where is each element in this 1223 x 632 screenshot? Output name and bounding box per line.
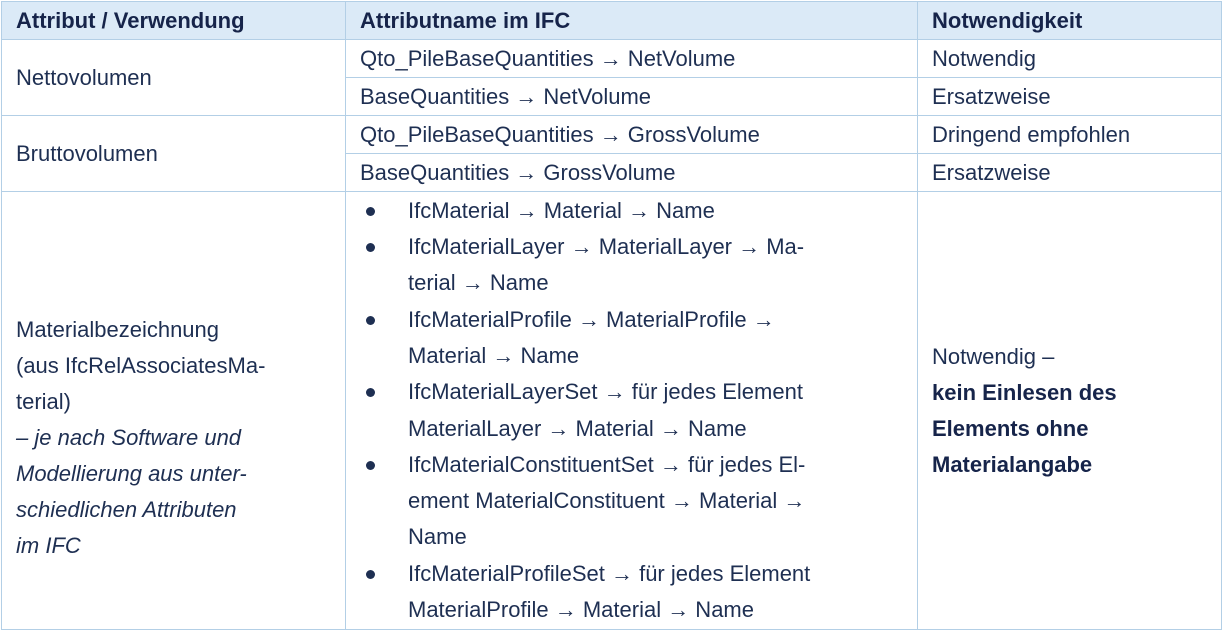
material-attr-cell: [346, 192, 918, 630]
row-label-nettovolumen: Nettovolumen: [2, 40, 346, 116]
material-note-line: im IFC: [16, 532, 81, 558]
attr-cell: Qto_PileBaseQuantities → GrossVolume: [346, 116, 918, 154]
material-need-cell: [918, 192, 1222, 630]
attr-cell: BaseQuantities → GrossVolume: [346, 154, 918, 192]
need-text-bold: Elements ohne: [932, 415, 1089, 441]
need-cell: Dringend empfohlen: [918, 116, 1222, 154]
list-item: [360, 229, 903, 302]
list-item: [360, 193, 903, 229]
need-text: Notwendig –: [932, 343, 1055, 369]
table-header-row: [2, 2, 1222, 40]
material-attr-list: [360, 193, 903, 629]
list-item-text: IfcMaterial → Material → Name: [408, 197, 715, 223]
list-item: [360, 556, 903, 629]
list-item: [360, 302, 903, 375]
table-row-material: [2, 192, 1222, 630]
list-item-text: ement MaterialConstituent → Material →: [408, 488, 806, 514]
bullet-icon: [366, 570, 375, 579]
material-note-line: – je nach Software und: [16, 424, 242, 450]
table-row: [2, 40, 1222, 78]
material-label-line: terial): [16, 388, 72, 414]
list-item-text: MaterialLayer → Material → Name: [408, 415, 747, 441]
header-attributname-ifc: Attributname im IFC: [346, 2, 918, 40]
list-item: [360, 374, 903, 447]
list-item: [360, 447, 903, 556]
header-notwendigkeit: Notwendigkeit: [918, 2, 1222, 40]
material-label-line: Materialbezeichnung: [16, 316, 220, 342]
need-text-bold: Materialangabe: [932, 451, 1093, 477]
material-label-line: (aus IfcRelAssociatesMa-: [16, 352, 266, 378]
bullet-icon: [366, 388, 375, 397]
list-item-text: IfcMaterialLayer → MaterialLayer → Ma-: [408, 234, 805, 260]
header-attribut-verwendung: Attribut / Verwendung: [2, 2, 346, 40]
attr-cell: BaseQuantities → NetVolume: [346, 78, 918, 116]
bullet-icon: [366, 243, 375, 252]
material-note-line: Modellierung aus unter-: [16, 460, 247, 486]
list-item-text: IfcMaterialProfile → MaterialProfile →: [408, 306, 775, 332]
ifc-attribute-table: [1, 1, 1222, 630]
need-cell: Ersatzweise: [918, 78, 1222, 116]
need-text-bold: kein Einlesen des: [932, 379, 1117, 405]
attr-cell: Qto_PileBaseQuantities → NetVolume: [346, 40, 918, 78]
list-item-text: Material → Name: [408, 342, 580, 368]
bullet-icon: [366, 316, 375, 325]
bullet-icon: [366, 207, 375, 216]
list-item-text: IfcMaterialConstituentSet → für jedes El-: [408, 451, 806, 477]
list-item-text: terial → Name: [408, 270, 549, 296]
need-cell: Notwendig: [918, 40, 1222, 78]
row-label-materialbezeichnung: [2, 192, 346, 630]
bullet-icon: [366, 461, 375, 470]
list-item-text: IfcMaterialProfileSet → für jedes Element: [408, 560, 811, 586]
list-item-text: IfcMaterialLayerSet → für jedes Element: [408, 379, 803, 405]
list-item-text: Name: [408, 524, 467, 550]
list-item-text: MaterialProfile → Material → Name: [408, 596, 754, 622]
material-note-line: schiedlichen Attributen: [16, 496, 237, 522]
need-cell: Ersatzweise: [918, 154, 1222, 192]
table-row: [2, 116, 1222, 154]
row-label-bruttovolumen: Bruttovolumen: [2, 116, 346, 192]
